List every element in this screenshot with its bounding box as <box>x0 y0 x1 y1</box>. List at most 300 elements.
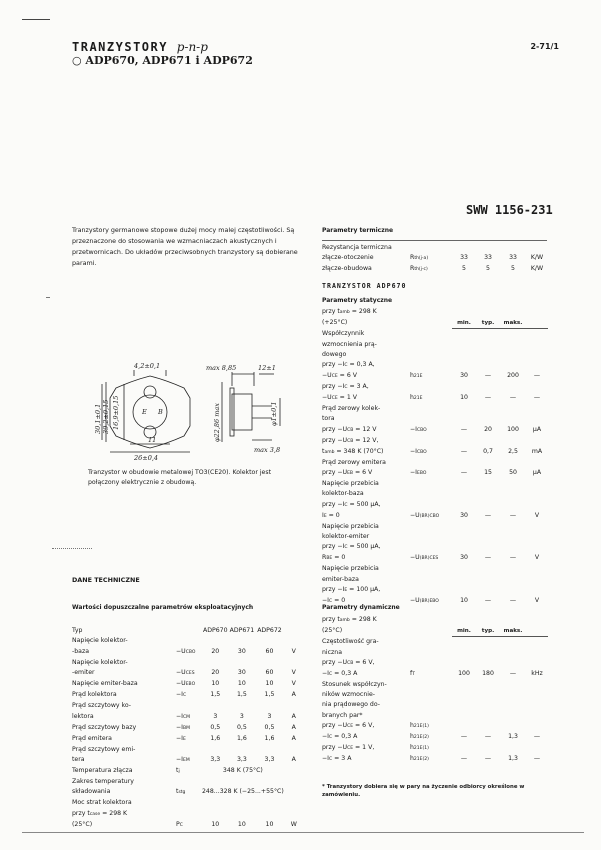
table-row <box>72 723 304 734</box>
row-value <box>500 700 526 710</box>
row-value <box>476 243 500 253</box>
table-row <box>72 766 304 777</box>
table-row <box>72 798 304 808</box>
table-row <box>322 458 548 468</box>
row-value <box>452 382 476 393</box>
row-value: 1,5 <box>236 691 247 699</box>
row-value: 1,6 <box>210 734 221 742</box>
row-value: typ. <box>476 626 500 637</box>
row-label: emiter-baza <box>322 575 359 583</box>
row-value <box>452 414 476 424</box>
row-value <box>476 522 500 532</box>
row-value <box>452 350 476 360</box>
row-label: Prąd kolektora <box>72 691 117 699</box>
row-value <box>500 458 526 468</box>
row-value: 30 <box>237 669 246 677</box>
table-row <box>322 658 548 669</box>
row-label: IE = 0 <box>322 511 340 519</box>
row-symbol <box>176 636 202 646</box>
row-value <box>255 658 284 668</box>
row-label: -emiter <box>72 669 95 677</box>
row-label: Napięcie kolektor- <box>72 658 128 666</box>
row-value <box>476 575 500 585</box>
table-row <box>72 809 304 820</box>
row-unit <box>526 743 548 754</box>
row-value <box>500 648 526 658</box>
row-value <box>452 532 476 542</box>
row-value <box>476 382 500 393</box>
row-value <box>500 575 526 585</box>
thermal-title: Parametry termiczne <box>322 227 394 234</box>
col-model-3: ADP672 <box>257 627 282 634</box>
row-unit <box>526 436 548 447</box>
margin-mark <box>46 297 50 298</box>
table-row <box>322 585 548 596</box>
row-value <box>202 798 229 808</box>
table-row <box>322 690 548 700</box>
row-value: 30 <box>237 647 246 655</box>
row-value <box>452 690 476 700</box>
row-label: przy −UEB = 6 V <box>322 469 373 477</box>
row-symbol <box>410 648 452 658</box>
table-row <box>72 679 304 690</box>
model-list: ○ ADP670, ADP671 i ADP672 <box>72 54 253 67</box>
row-unit <box>284 809 304 820</box>
row-unit <box>526 626 548 637</box>
row-symbol <box>410 500 452 511</box>
row-value: 3 <box>213 712 218 720</box>
row-unit: V <box>534 554 540 562</box>
row-value <box>202 636 229 646</box>
row-value <box>229 745 256 755</box>
row-unit <box>526 489 548 499</box>
table-row <box>322 360 548 371</box>
tech-subtitle: Wartości dopuszczalne parametrów eksploatacyjnych <box>72 604 254 611</box>
standard-number: SWW 1156-231 <box>466 203 553 217</box>
row-value: 3,3 <box>236 755 247 763</box>
row-value <box>500 500 526 511</box>
row-label: Prąd szczytowy ko- <box>72 702 132 710</box>
row-symbol: −U(BR)CBO <box>410 511 440 519</box>
row-value <box>452 585 476 596</box>
dim-11: 11 <box>148 436 157 444</box>
row-label: przy −IC = 500 μA, <box>322 543 381 551</box>
row-label: Częstotliwość gra- <box>322 637 379 645</box>
row-label: przy −IC = 500 μA, <box>322 500 381 508</box>
row-unit: — <box>533 372 541 380</box>
row-symbol: h21E(2) <box>410 755 429 763</box>
row-symbol <box>176 777 202 787</box>
row-unit <box>526 318 548 329</box>
row-value <box>476 489 500 499</box>
row-value: 20 <box>211 647 220 655</box>
row-value <box>202 777 229 787</box>
row-symbol <box>176 701 202 711</box>
thermal-rule <box>322 240 547 241</box>
corner-mark <box>22 19 50 20</box>
row-value: 1,5 <box>264 691 275 699</box>
row-label: Napięcie przebicia <box>322 480 379 488</box>
row-symbol <box>410 542 452 553</box>
row-value <box>500 360 526 371</box>
row-label: przy −IC = 3 A, <box>322 383 369 391</box>
row-label: wzmocnienia prą- <box>322 340 377 348</box>
row-value: 3,3 <box>210 755 221 763</box>
row-value <box>255 777 284 787</box>
row-symbol: −IC <box>176 691 187 699</box>
table-row <box>72 777 304 787</box>
row-label: −UCE = 1 V <box>322 394 357 402</box>
row-value: — <box>484 596 492 604</box>
row-value <box>229 636 256 646</box>
row-unit <box>284 777 304 787</box>
row-label: (25°C) <box>72 820 93 828</box>
row-value <box>500 690 526 700</box>
table-row <box>322 318 548 329</box>
row-value <box>255 636 284 646</box>
row-unit <box>526 382 548 393</box>
row-symbol <box>410 522 452 532</box>
table-row <box>72 701 304 711</box>
row-value: — <box>509 511 517 519</box>
row-value <box>452 711 476 721</box>
row-value: 0,7 <box>483 447 493 455</box>
row-value <box>452 340 476 350</box>
row-value: 0,5 <box>236 723 247 731</box>
row-value <box>476 404 500 414</box>
row-value <box>500 542 526 553</box>
table-row <box>322 743 548 754</box>
row-symbol: −IBM <box>176 723 190 731</box>
row-label: lektora <box>72 712 94 720</box>
row-symbol <box>410 489 452 499</box>
row-value: 33 <box>509 254 517 262</box>
row-symbol <box>410 575 452 585</box>
row-label: kolektor-emiter <box>322 532 370 540</box>
row-label: tamb = 348 K (70°C) <box>322 447 384 455</box>
row-value <box>202 658 229 668</box>
row-unit <box>526 615 548 626</box>
table-row <box>322 307 548 318</box>
row-label: −UCE = 6 V <box>322 372 357 380</box>
row-value <box>452 329 476 340</box>
row-symbol <box>410 658 452 669</box>
row-value: 100 <box>507 425 519 433</box>
row-value: 15 <box>484 469 492 477</box>
pin-b: B <box>158 408 163 416</box>
row-label: (25°C) <box>322 627 343 634</box>
package-drawing <box>94 362 299 462</box>
row-label: przy −IC = 0,3 A, <box>322 361 375 369</box>
row-value: 5 <box>486 265 490 273</box>
row-value: 60 <box>265 669 274 677</box>
row-unit <box>526 711 548 721</box>
row-value <box>452 436 476 447</box>
row-value <box>229 798 256 808</box>
row-value <box>202 701 229 711</box>
row-symbol <box>410 711 452 721</box>
table-row <box>72 636 304 646</box>
row-value <box>500 307 526 318</box>
row-symbol: −IEM <box>176 755 190 763</box>
row-value <box>476 500 500 511</box>
row-value <box>255 809 284 820</box>
col-model-1: ADP670 <box>203 627 228 634</box>
table-row <box>72 755 304 766</box>
row-value <box>255 745 284 755</box>
row-unit: kHz <box>531 669 543 677</box>
table-row <box>322 721 548 732</box>
row-value: 50 <box>509 469 517 477</box>
row-value: 1,6 <box>236 734 247 742</box>
table-row <box>322 542 548 553</box>
row-label: przy −UCB = 6 V, <box>322 658 375 666</box>
row-label: −IC = 3 A <box>322 755 352 763</box>
table-row <box>72 690 304 701</box>
dynamic-title: Parametry dynamiczne <box>322 604 400 611</box>
row-value: 180 <box>482 669 494 677</box>
row-value <box>500 532 526 542</box>
row-value <box>500 658 526 669</box>
row-label: Napięcie przebicia <box>322 522 379 530</box>
row-value <box>476 637 500 648</box>
row-value <box>476 414 500 424</box>
row-value <box>452 743 476 754</box>
table-row <box>322 669 548 680</box>
row-label: kolektor-baza <box>322 490 364 498</box>
row-unit <box>526 532 548 542</box>
row-value: min. <box>452 626 476 637</box>
intro-paragraph: Tranzystory germanowe stopowe dużej mocy malej częstotliwości. Są przeznaczone do stosowania we wzmacniaczach akustycznych i przetwornicach. Do układów przeciwsobnych tranzystory są dobierane parami. <box>72 226 298 267</box>
dim-12: 12±1 <box>258 364 276 372</box>
row-value: 10 <box>460 596 468 604</box>
row-label: Zakres temperatury <box>72 777 134 785</box>
col-type: Typ <box>72 627 83 634</box>
row-label: niczna <box>322 648 343 656</box>
row-unit: μA <box>532 469 542 477</box>
row-unit <box>526 307 548 318</box>
row-unit <box>284 658 304 668</box>
row-symbol: −UEBO <box>176 680 196 688</box>
row-value: 0,5 <box>264 723 275 731</box>
row-unit: A <box>291 712 296 720</box>
row-unit: V <box>534 511 540 519</box>
row-value: 100 <box>458 669 470 677</box>
row-value: 5 <box>511 265 515 273</box>
table-row <box>322 468 548 479</box>
row-value <box>476 458 500 468</box>
row-unit <box>526 404 548 414</box>
row-symbol <box>410 585 452 596</box>
table-row <box>322 264 548 275</box>
row-unit <box>526 658 548 669</box>
row-value: 30 <box>460 554 468 562</box>
row-value <box>229 777 256 787</box>
row-symbol <box>410 532 452 542</box>
table-row <box>322 253 548 264</box>
row-unit <box>526 329 548 340</box>
row-value: 5 <box>462 265 466 273</box>
row-symbol <box>410 350 452 360</box>
row-symbol <box>410 700 452 710</box>
row-value <box>476 615 500 626</box>
row-symbol <box>410 382 452 393</box>
row-value <box>476 743 500 754</box>
row-unit: — <box>533 733 541 741</box>
row-unit <box>284 766 304 777</box>
row-value: 10 <box>265 680 274 688</box>
static-title: Parametry statyczne <box>322 297 393 304</box>
row-unit <box>526 479 548 489</box>
row-value <box>476 690 500 700</box>
table-row <box>72 712 304 723</box>
row-value: 20 <box>211 669 220 677</box>
table-row <box>322 371 548 382</box>
row-value <box>500 564 526 574</box>
row-value <box>255 701 284 711</box>
row-label: ników wzmocnie- <box>322 691 376 699</box>
pin-e: E <box>142 408 147 416</box>
row-value <box>500 721 526 732</box>
row-value <box>229 809 256 820</box>
row-symbol: −ICBO <box>410 447 427 455</box>
page-title: TRANZYSTORY p-n-p <box>72 40 208 54</box>
row-unit: V <box>291 647 296 655</box>
row-symbol: −ICM <box>176 712 191 720</box>
col-model-2: ADP671 <box>229 627 255 634</box>
row-symbol <box>410 680 452 690</box>
row-value <box>476 436 500 447</box>
row-value: — <box>509 394 517 402</box>
table-row <box>322 500 548 511</box>
row-value <box>500 615 526 626</box>
dim-30-1: 30,1±0,1 <box>94 403 102 434</box>
row-value <box>500 743 526 754</box>
row-label: Prąd zerowy emitera <box>322 458 386 466</box>
row-unit <box>526 564 548 574</box>
row-value <box>500 243 526 253</box>
row-value: maks. <box>500 318 526 329</box>
row-value: 10 <box>460 394 468 402</box>
row-value: — <box>460 733 468 741</box>
row-value: 33 <box>460 254 468 262</box>
table-row <box>322 700 548 710</box>
row-label: Prąd szczytowy emi- <box>72 745 136 753</box>
row-value <box>452 575 476 585</box>
row-value <box>500 522 526 532</box>
row-value <box>452 360 476 371</box>
row-value: 10 <box>211 820 220 828</box>
row-value <box>452 404 476 414</box>
row-label: Moc strat kolektora <box>72 799 132 807</box>
row-value: 33 <box>484 254 492 262</box>
row-label: przy −UCB = 12 V <box>322 425 377 433</box>
thermal-table <box>322 243 548 275</box>
row-label: przy −IE = 100 μA, <box>322 585 381 593</box>
dim-26: 26±0,4 <box>134 454 159 462</box>
table-row <box>322 575 548 585</box>
row-label: złącze-otoczenie <box>322 254 374 262</box>
row-label: -baza <box>72 647 89 655</box>
row-value: 0,5 <box>210 723 221 731</box>
row-label: przy tamb = 298 K <box>322 616 377 623</box>
row-value <box>452 307 476 318</box>
row-symbol: h21E <box>410 372 423 380</box>
row-value-span: 348 K (75°C) <box>222 766 263 774</box>
row-unit: V <box>291 669 296 677</box>
row-symbol: −UCBO <box>176 647 196 655</box>
row-value <box>229 701 256 711</box>
row-value <box>476 542 500 553</box>
row-label: (+25°C) <box>322 319 348 326</box>
row-label: branych par* <box>322 711 363 719</box>
table-row <box>322 425 548 436</box>
row-value: 1,3 <box>508 733 518 741</box>
row-value <box>452 680 476 690</box>
row-label: przy −UCB = 12 V, <box>322 436 379 444</box>
row-unit <box>284 701 304 711</box>
row-symbol: tj <box>176 766 180 774</box>
row-unit <box>526 542 548 553</box>
row-value: — <box>460 447 468 455</box>
row-value <box>476 721 500 732</box>
table-row <box>322 522 548 532</box>
row-value <box>500 637 526 648</box>
row-value <box>500 414 526 424</box>
row-value <box>500 404 526 414</box>
row-label: tera <box>72 755 85 763</box>
row-unit: mA <box>531 447 543 455</box>
row-symbol: −IE <box>176 734 186 742</box>
row-value <box>452 658 476 669</box>
row-symbol <box>410 414 452 424</box>
row-value <box>476 329 500 340</box>
tech-title: DANE TECHNICZNE <box>72 576 140 584</box>
row-value: typ. <box>476 318 500 329</box>
row-unit <box>526 340 548 350</box>
dim-39-2: 39,2±0,15 <box>102 399 110 434</box>
row-unit <box>526 500 548 511</box>
row-value: 3 <box>239 712 244 720</box>
row-value <box>500 340 526 350</box>
row-unit <box>284 636 304 646</box>
row-symbol <box>410 404 452 414</box>
row-unit: V <box>291 680 296 688</box>
row-value <box>476 307 500 318</box>
row-symbol <box>410 307 452 318</box>
row-unit <box>526 680 548 690</box>
row-unit <box>526 414 548 424</box>
row-value: — <box>484 372 492 380</box>
row-symbol: Rth(j-c) <box>410 265 428 273</box>
row-value: — <box>484 394 492 402</box>
row-value <box>452 637 476 648</box>
row-symbol <box>176 745 202 755</box>
row-symbol <box>410 360 452 371</box>
row-value: — <box>484 755 492 763</box>
row-value: — <box>460 469 468 477</box>
row-unit: A <box>291 723 296 731</box>
row-value: 200 <box>507 372 519 380</box>
row-unit: A <box>291 691 296 699</box>
row-value <box>202 809 229 820</box>
dim-4-2: 4,2±0,1 <box>134 362 161 370</box>
row-value <box>476 340 500 350</box>
row-symbol: fT <box>410 669 415 677</box>
row-label: Prąd szczytowy bazy <box>72 723 137 731</box>
table-row <box>322 637 548 648</box>
row-symbol <box>410 615 452 626</box>
